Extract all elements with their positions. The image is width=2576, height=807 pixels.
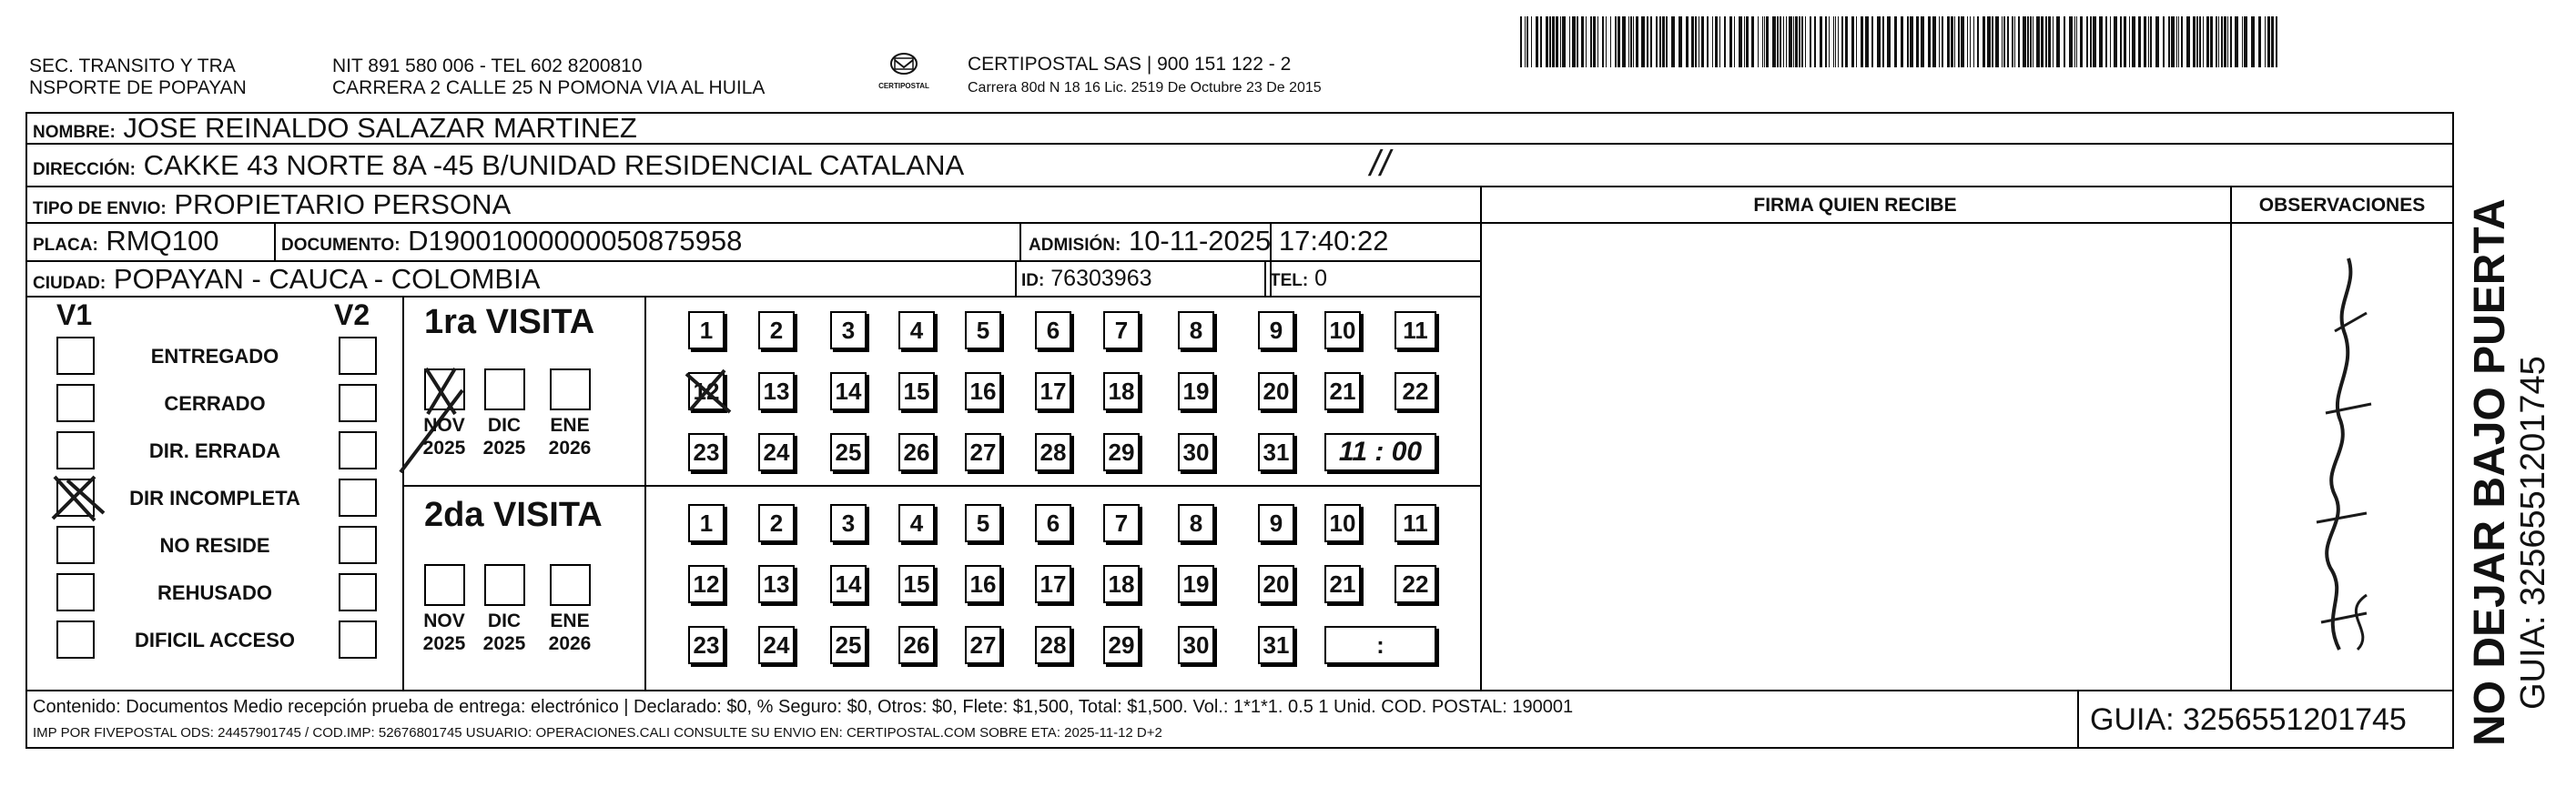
day-box[interactable] (1258, 565, 1294, 603)
direccion-handwritten-mark: // (1370, 144, 1391, 184)
day-box[interactable] (1258, 504, 1294, 542)
id-cell (1021, 266, 1152, 292)
barcode-image (1520, 16, 2280, 67)
day-number: 5 (976, 317, 990, 344)
day-box[interactable] (688, 565, 725, 603)
day-number: 17 (1040, 378, 1067, 405)
day-number: 26 (903, 439, 930, 466)
day-number: 11 (1403, 317, 1428, 344)
documento-cell (281, 225, 742, 262)
day-number: 8 (1189, 509, 1203, 537)
day-box[interactable] (965, 565, 1001, 603)
day-box[interactable] (1178, 372, 1214, 410)
logo-text: CERTIPOSTAL (878, 82, 929, 90)
visit2-title: 2da VISITA (424, 496, 603, 534)
status-label: DIR. ERRADA (148, 439, 281, 462)
status-label: CERRADO (164, 392, 266, 415)
status-label: REHUSADO (157, 581, 272, 604)
visit1-title: 1ra VISITA (424, 303, 595, 341)
month-checkbox[interactable] (550, 368, 591, 410)
handwritten-signature (2230, 222, 2454, 690)
v2-checkbox[interactable] (339, 337, 377, 375)
day-box[interactable] (830, 311, 867, 349)
day-number: 3 (841, 317, 856, 344)
day-number: 24 (763, 439, 790, 466)
day-number: 8 (1189, 317, 1203, 344)
day-number: 22 (1402, 378, 1429, 405)
status-label: ENTREGADO (150, 345, 279, 368)
day-box[interactable] (1103, 433, 1140, 471)
courier-line-2: Carrera 80d N 18 16 Lic. 2519 De Octubre 23 De 2015 (968, 80, 1322, 96)
day-number: 7 (1114, 509, 1129, 537)
day-box[interactable] (1258, 311, 1294, 349)
month-name: DIC (487, 610, 522, 631)
tel-label: TEL: (1270, 271, 1309, 290)
day-box[interactable] (965, 372, 1001, 410)
day-number: 15 (903, 378, 930, 405)
day-number: 4 (909, 509, 924, 537)
day-number: 10 (1329, 317, 1356, 344)
day-number: 23 (693, 439, 720, 466)
day-number: 31 (1263, 439, 1290, 466)
v1-checkbox[interactable] (56, 479, 95, 517)
nombre-value: JOSE REINALDO SALAZAR MARTINEZ (123, 112, 637, 144)
day-box[interactable] (1035, 565, 1071, 603)
day-box[interactable] (1103, 311, 1140, 349)
day-number: 26 (903, 631, 930, 659)
day-number: 7 (1114, 317, 1129, 344)
day-number: 12 (693, 570, 720, 598)
day-number: 30 (1182, 439, 1210, 466)
day-number: 22 (1402, 570, 1429, 598)
day-box[interactable] (1394, 565, 1436, 603)
day-number: 29 (1108, 631, 1135, 659)
nit-line: NIT 891 580 006 - TEL 602 8200810 (332, 55, 643, 76)
documento-label: DOCUMENTO: (281, 236, 401, 255)
day-box[interactable] (1103, 504, 1140, 542)
documento-value: D19001000000050875958 (408, 225, 743, 257)
month-checkbox[interactable] (484, 564, 525, 606)
day-number: 21 (1329, 378, 1356, 405)
day-box[interactable] (830, 504, 867, 542)
day-box[interactable] (1035, 372, 1071, 410)
day-number: 13 (763, 570, 790, 598)
day-number: 9 (1269, 317, 1283, 344)
address-line: CARRERA 2 CALLE 25 N POMONA VIA AL HUILA (332, 77, 766, 98)
observaciones-header: OBSERVACIONES (2258, 195, 2426, 216)
id-value: 76303963 (1050, 266, 1152, 291)
day-number: 29 (1108, 439, 1135, 466)
day-box[interactable] (1258, 372, 1294, 410)
day-box[interactable] (1394, 372, 1436, 410)
day-box[interactable] (830, 626, 867, 664)
day-number: 1 (699, 317, 714, 344)
handwritten-time: 11 : 00 (1338, 437, 1423, 467)
day-number: 27 (969, 439, 997, 466)
day-number: 24 (763, 631, 790, 659)
day-box[interactable] (758, 504, 795, 542)
month-checkbox[interactable] (424, 368, 465, 410)
day-box[interactable] (965, 626, 1001, 664)
day-number: 16 (969, 378, 997, 405)
v2-checkbox[interactable] (339, 479, 377, 517)
day-box[interactable] (1324, 565, 1361, 603)
v2-checkbox[interactable] (339, 573, 377, 611)
day-number: 16 (969, 570, 997, 598)
day-box[interactable] (1324, 372, 1361, 410)
day-box[interactable] (898, 433, 935, 471)
month-year: 2025 (422, 438, 466, 459)
day-number: 27 (969, 631, 997, 659)
v1-checkbox[interactable] (56, 573, 95, 611)
day-box[interactable] (688, 433, 725, 471)
month-year: 2025 (482, 633, 526, 654)
day-box[interactable] (1324, 504, 1361, 542)
day-number: 3 (841, 509, 856, 537)
month-checkbox[interactable] (484, 368, 525, 410)
month-year: 2026 (548, 633, 592, 654)
month-name: NOV (423, 610, 465, 631)
day-box[interactable] (688, 311, 725, 349)
v1-checkbox[interactable] (56, 337, 95, 375)
placa-cell (33, 225, 218, 262)
day-number: 2 (769, 317, 784, 344)
day-box[interactable] (758, 626, 795, 664)
ciudad-cell (33, 263, 540, 300)
direccion-value: CAKKE 43 NORTE 8A -45 B/UNIDAD RESIDENCIAL CATALANA (143, 149, 965, 181)
day-box[interactable] (830, 433, 867, 471)
month-year: 2025 (422, 633, 466, 654)
day-number: 14 (835, 570, 862, 598)
day-box[interactable] (758, 311, 795, 349)
month-year: 2026 (548, 438, 592, 459)
day-box[interactable] (1324, 311, 1361, 349)
day-box[interactable] (1103, 626, 1140, 664)
day-number: 25 (835, 439, 862, 466)
tel-value: 0 (1314, 266, 1328, 291)
day-box[interactable] (1035, 311, 1071, 349)
day-box[interactable] (830, 372, 867, 410)
footer-content-line: Contenido: Documentos Medio recepción prueba de entrega: electrónico | Declarado: $0, % Seguro: $0, Otros: $0, Flete: $1,500, Total: $1,500. Vol.: 1*1*1. 0.5 1 Unid. COD. POSTAL: 190001 (33, 697, 1574, 717)
month-year: 2025 (482, 438, 526, 459)
day-number: 1 (699, 509, 714, 537)
side-warning: NO DEJAR BAJO PUERTA (2466, 198, 2514, 746)
day-box[interactable] (1178, 504, 1214, 542)
day-number: 10 (1329, 509, 1356, 537)
day-number: 21 (1329, 570, 1356, 598)
day-box[interactable] (1103, 565, 1140, 603)
v2-checkbox[interactable] (339, 620, 377, 659)
day-box[interactable] (1258, 626, 1294, 664)
v2-checkbox[interactable] (339, 384, 377, 422)
day-number: 20 (1263, 570, 1290, 598)
status-label: NO RESIDE (159, 534, 270, 557)
day-number: 12 (693, 378, 720, 405)
status-label: DIFICIL ACCESO (134, 629, 295, 651)
side-vertical-text (2467, 198, 2552, 746)
admision-value: 10-11-2025 17:40:22 (1128, 225, 1389, 257)
day-number: 18 (1108, 570, 1135, 598)
v1-checkbox[interactable] (56, 384, 95, 422)
day-box[interactable] (898, 626, 935, 664)
day-number: 5 (976, 509, 990, 537)
day-box[interactable] (830, 565, 867, 603)
day-box[interactable] (1035, 504, 1071, 542)
day-number: 9 (1269, 509, 1283, 537)
day-box[interactable] (758, 433, 795, 471)
v1-checkbox[interactable] (56, 526, 95, 564)
handwritten-x-mark-icon (683, 367, 734, 418)
ciudad-value: POPAYAN - CAUCA - COLOMBIA (113, 263, 541, 295)
day-box[interactable] (1394, 504, 1436, 542)
footer-guia: GUIA: 3256551201745 (2090, 702, 2407, 737)
tipo-value: PROPIETARIO PERSONA (174, 188, 512, 220)
day-box[interactable] (1035, 626, 1071, 664)
day-box[interactable] (898, 372, 935, 410)
day-box[interactable] (1178, 626, 1214, 664)
ciudad-label: CIUDAD: (33, 274, 106, 293)
tipo-row (33, 188, 511, 226)
tipo-label: TIPO DE ENVIO: (33, 199, 167, 218)
day-box[interactable] (1258, 433, 1294, 471)
day-box[interactable] (758, 372, 795, 410)
day-number: 11 (1403, 509, 1428, 537)
day-number: 23 (693, 631, 720, 659)
v2-checkbox[interactable] (339, 431, 377, 469)
day-number: 31 (1263, 631, 1290, 659)
day-number: 15 (903, 570, 930, 598)
day-number: 6 (1046, 317, 1060, 344)
day-number: 14 (835, 378, 862, 405)
month-name: ENE (550, 610, 590, 631)
nombre-label: NOMBRE: (33, 123, 116, 142)
day-box[interactable] (758, 565, 795, 603)
placa-value: RMQ100 (106, 225, 219, 257)
direccion-label: DIRECCIÓN: (33, 160, 136, 179)
day-number: 18 (1108, 378, 1135, 405)
day-box[interactable] (1394, 311, 1436, 349)
day-box[interactable] (898, 311, 935, 349)
side-guia: GUIA: 3256551201745 (2514, 356, 2552, 710)
month-checkbox[interactable] (550, 564, 591, 606)
nombre-row (33, 112, 637, 149)
time-separator: : (1376, 631, 1384, 659)
month-name: NOV (423, 415, 465, 436)
v2-checkbox[interactable] (339, 526, 377, 564)
v1-header: V1 (56, 298, 93, 331)
direccion-row (33, 149, 964, 187)
day-number: 25 (835, 631, 862, 659)
day-number: 30 (1182, 631, 1210, 659)
day-box[interactable] (1035, 433, 1071, 471)
day-number: 28 (1040, 631, 1067, 659)
status-label: DIR INCOMPLETA (129, 487, 300, 509)
sender-line-2: NSPORTE DE POPAYAN (29, 77, 247, 98)
day-box[interactable] (898, 504, 935, 542)
admision-cell (1029, 225, 1389, 262)
day-number: 13 (763, 378, 790, 405)
day-box[interactable] (1103, 372, 1140, 410)
day-box[interactable] (965, 311, 1001, 349)
month-name: ENE (550, 415, 590, 436)
day-number: 19 (1182, 378, 1210, 405)
day-number: 17 (1040, 570, 1067, 598)
v2-header: V2 (334, 298, 370, 331)
day-number: 6 (1046, 509, 1060, 537)
month-name: DIC (487, 415, 522, 436)
day-number: 20 (1263, 378, 1290, 405)
time-box[interactable] (1324, 433, 1436, 471)
id-label: ID: (1021, 271, 1045, 290)
day-number: 4 (909, 317, 924, 344)
day-box[interactable] (965, 433, 1001, 471)
day-box[interactable] (898, 565, 935, 603)
footer-print-line: IMP POR FIVEPOSTAL ODS: 24457901745 / COD.IMP: 52676801745 USUARIO: OPERACIONES.CALI CONSULTE SU ENVIO EN: CERTIPOSTAL.COM SOBRE ETA: 2025-11-12 D+2 (33, 725, 1162, 741)
day-box[interactable] (1178, 433, 1214, 471)
admision-label: ADMISIÓN: (1029, 236, 1121, 255)
firma-header: FIRMA QUIEN RECIBE (1753, 195, 1957, 216)
time-box[interactable] (1324, 626, 1436, 664)
month-checkbox[interactable] (424, 564, 465, 606)
day-box[interactable] (965, 504, 1001, 542)
day-number: 2 (769, 509, 784, 537)
sender-line-1: SEC. TRANSITO Y TRA (29, 55, 236, 76)
v1-checkbox[interactable] (56, 620, 95, 659)
certipostal-logo (871, 45, 937, 96)
placa-label: PLACA: (33, 236, 98, 255)
day-number: 28 (1040, 439, 1067, 466)
v1-checkbox[interactable] (56, 431, 95, 469)
day-box[interactable] (688, 372, 725, 410)
courier-line-1: CERTIPOSTAL SAS | 900 151 122 - 2 (968, 54, 1292, 75)
day-box[interactable] (688, 504, 725, 542)
day-number: 19 (1182, 570, 1210, 598)
day-box[interactable] (1178, 565, 1214, 603)
tel-cell (1270, 266, 1327, 292)
day-box[interactable] (1178, 311, 1214, 349)
day-box[interactable] (688, 626, 725, 664)
